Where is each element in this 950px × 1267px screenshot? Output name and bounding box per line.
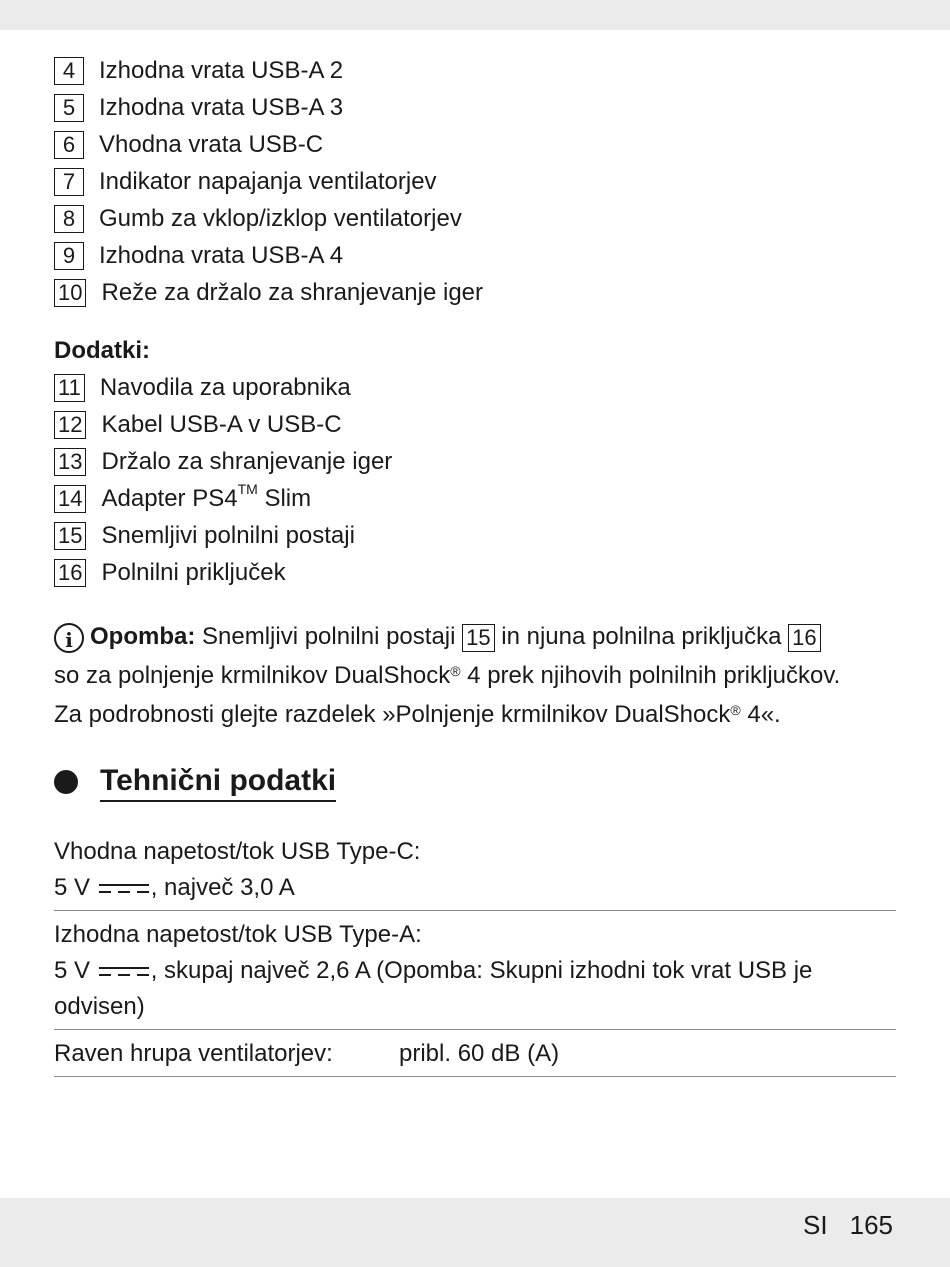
part-label: Reže za držalo za shranjevanje iger [101, 278, 484, 306]
accessories-heading: Dodatki: [54, 337, 150, 364]
part-label: Izhodna vrata USB-A 2 [99, 56, 344, 84]
spec-row [54, 1030, 896, 1077]
dc-symbol-icon [99, 965, 151, 979]
registered-mark: ® [730, 702, 741, 718]
list-item [54, 517, 896, 554]
part-number: 9 [54, 242, 84, 270]
part-number: 6 [54, 131, 84, 159]
list-item [54, 126, 896, 163]
spec-label: Izhodna napetost/tok USB Type-A: [54, 921, 422, 948]
part-label: Držalo za shranjevanje iger [101, 447, 393, 475]
spec-label: Vhodna napetost/tok USB Type-C: [54, 838, 421, 865]
list-item [54, 237, 896, 274]
part-number: 7 [54, 168, 84, 196]
part-label-main: Adapter PS4 [101, 484, 238, 512]
accessories-list [54, 369, 896, 591]
list-item [54, 274, 896, 311]
trademark-mark: TM [237, 480, 258, 497]
spec-value: , največ 3,0 A [150, 874, 295, 901]
spec-label: Raven hrupa ventilatorjev: [54, 1040, 333, 1067]
spec-value: pribl. 60 dB (A) [399, 1040, 560, 1067]
list-item [54, 369, 896, 406]
part-number: 15 [54, 522, 86, 550]
section-heading [54, 752, 896, 812]
part-label: Izhodna vrata USB-A 4 [99, 241, 344, 269]
page-number: 165 [849, 1210, 893, 1240]
page-content [54, 52, 896, 1077]
part-reference: 16 [788, 624, 820, 652]
parts-list [54, 52, 896, 311]
list-item [54, 406, 896, 443]
list-item [54, 52, 896, 89]
dc-symbol-icon [99, 882, 151, 896]
spec-value: 5 V [54, 874, 97, 901]
spec-value: odvisen) [54, 993, 145, 1020]
info-icon: i [54, 623, 84, 653]
spec-value: , skupaj največ 2,6 A (Opomba: Skupni izhodni tok vrat USB je [150, 957, 813, 984]
list-item [54, 89, 896, 126]
part-number: 4 [54, 57, 84, 85]
part-reference: 15 [462, 624, 494, 652]
part-label: Snemljivi polnilni postaji [101, 521, 355, 549]
part-label: Polnilni priključek [101, 558, 286, 586]
part-number: 8 [54, 205, 84, 233]
part-label: Vhodna vrata USB-C [99, 130, 324, 158]
note-text: so za polnjenje krmilnikov DualShock [54, 662, 451, 689]
part-label: Indikator napajanja ventilatorjev [99, 167, 437, 195]
note-label: Opomba: [90, 623, 196, 650]
spec-row [54, 911, 896, 1030]
note-text: 4«. [740, 701, 781, 728]
part-number: 16 [54, 559, 86, 587]
note-text: Za podrobnosti glejte razdelek »Polnjenje krmilnikov DualShock [54, 701, 731, 728]
note-paragraph [54, 617, 896, 734]
top-margin-band [0, 0, 950, 30]
spec-value: 5 V [54, 957, 97, 984]
part-label: Gumb za vklop/izklop ventilatorjev [99, 204, 462, 232]
language-code: SI [803, 1210, 828, 1240]
bullet-icon [54, 770, 78, 794]
part-label [101, 480, 312, 513]
note-text: Snemljivi polnilni postaji [195, 623, 463, 650]
note-text: 4 prek njihovih polnilnih priključkov. [460, 662, 841, 689]
part-label-suffix: Slim [257, 484, 312, 512]
part-number: 14 [54, 485, 86, 513]
part-label: Navodila za uporabnika [99, 373, 351, 401]
part-label: Kabel USB-A v USB-C [101, 410, 342, 438]
page-footer [803, 1210, 893, 1241]
list-item [54, 554, 896, 591]
part-number: 12 [54, 411, 86, 439]
note-text: in njuna polnilna priključka [494, 623, 789, 650]
part-number: 10 [54, 279, 86, 307]
part-label: Izhodna vrata USB-A 3 [99, 93, 344, 121]
spec-table [54, 834, 896, 1077]
section-title: Tehnični podatki [100, 763, 336, 802]
list-item [54, 163, 896, 200]
list-item [54, 200, 896, 237]
spec-row [54, 834, 896, 911]
part-number: 5 [54, 94, 84, 122]
part-number: 11 [54, 374, 85, 402]
list-item [54, 443, 896, 480]
list-item [54, 480, 896, 517]
part-number: 13 [54, 448, 86, 476]
registered-mark: ® [450, 663, 461, 679]
